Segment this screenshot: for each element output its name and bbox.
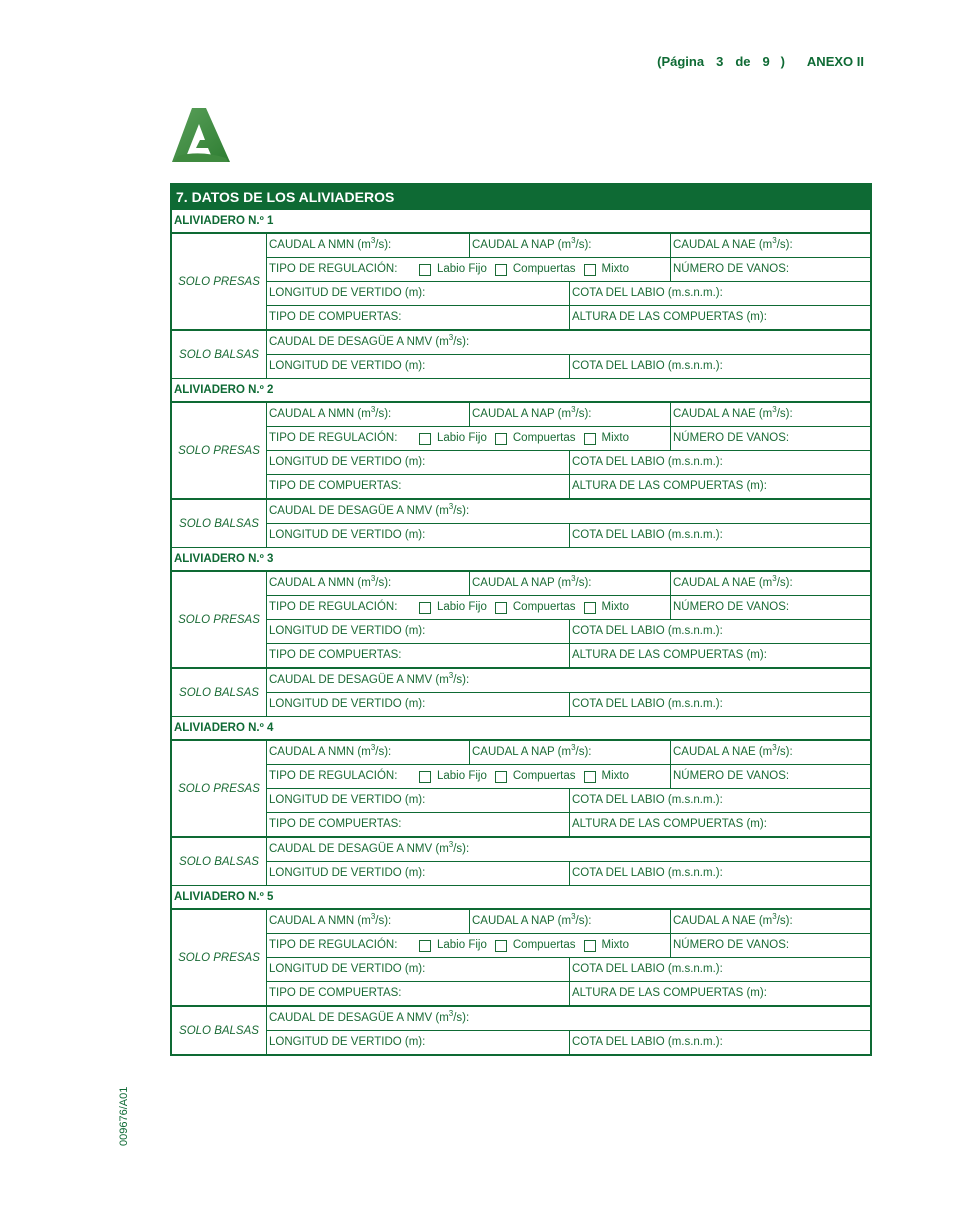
desague-row [267, 331, 870, 354]
solo-balsas-label: SOLO BALSAS [172, 669, 267, 716]
solo-balsas-rows [267, 500, 870, 547]
caudal-nap-field[interactable]: CAUDAL A NAP $(m^3/s)$: [469, 234, 670, 257]
longitud-vertido-field[interactable]: LONGITUD DE VERTIDO (m): [269, 287, 426, 299]
labio-fijo-checkbox[interactable]: Labio Fijo [419, 258, 487, 281]
caudales-row [267, 403, 870, 426]
document-code: 009676/A01 [118, 1086, 130, 1146]
aliviadero-block [172, 716, 870, 885]
compuertas-checkbox[interactable]: Compuertas [495, 934, 576, 957]
checkbox-square-icon[interactable] [584, 433, 596, 445]
annex-label: ANEXO II [806, 54, 864, 69]
pagina-label: (Página [657, 54, 705, 69]
labio-fijo-checkbox[interactable]: Labio Fijo [419, 427, 487, 450]
caudal-nae-field[interactable]: CAUDAL A NAE $(m^3/s)$: [670, 403, 870, 426]
longitud-row [267, 957, 870, 981]
numero-vanos-field[interactable]: NÚMERO DE VANOS: [670, 765, 870, 788]
cota-labio-field[interactable]: COTA DEL LABIO (m.s.n.m.): [569, 693, 870, 716]
section-title: 7. DATOS DE LOS ALIVIADEROS [172, 185, 870, 209]
desague-row [267, 500, 870, 523]
page-total: 9 [762, 54, 770, 69]
balsa-longitud-row [267, 354, 870, 378]
aliviaderos-form [170, 183, 872, 1056]
desague-row [267, 838, 870, 861]
longitud-vertido-field[interactable]: LONGITUD DE VERTIDO (m): [269, 794, 426, 806]
solo-presas-label: SOLO PRESAS [172, 234, 267, 329]
regulacion-row [267, 257, 870, 281]
longitud-row [267, 450, 870, 474]
solo-balsas-label: SOLO BALSAS [172, 500, 267, 547]
cota-labio-field[interactable]: COTA DEL LABIO (m.s.n.m.): [569, 862, 870, 885]
longitud-vertido-field[interactable]: LONGITUD DE VERTIDO (m): [269, 963, 426, 975]
altura-compuertas-field[interactable]: ALTURA DE LAS COMPUERTAS (m): [569, 475, 870, 498]
numero-vanos-field[interactable]: NÚMERO DE VANOS: [670, 427, 870, 450]
caudal-desague-field[interactable]: CAUDAL DE DESAGÜE A NMV $(m^3/s)$: [269, 333, 470, 348]
checkbox-square-icon[interactable] [584, 771, 596, 783]
compuertas-checkbox[interactable]: Compuertas [495, 596, 576, 619]
longitud-vertido-field[interactable]: LONGITUD DE VERTIDO (m): [269, 456, 426, 468]
solo-presas-group [172, 908, 870, 1005]
aliviadero-title: ALIVIADERO N.º 2 [172, 378, 870, 401]
numero-vanos-field[interactable]: NÚMERO DE VANOS: [670, 596, 870, 619]
longitud-vertido-field[interactable]: LONGITUD DE VERTIDO (m): [269, 867, 426, 879]
aliviadero-title: ALIVIADERO N.º 1 [172, 209, 870, 232]
caudales-row [267, 741, 870, 764]
regulacion-row [267, 933, 870, 957]
balsa-longitud-row [267, 523, 870, 547]
cota-labio-field[interactable]: COTA DEL LABIO (m.s.n.m.): [569, 789, 870, 812]
caudal-nmn-field[interactable]: CAUDAL A NMN $(m^3/s)$: [269, 912, 392, 927]
caudal-nap-field[interactable]: CAUDAL A NAP $(m^3/s)$: [469, 403, 670, 426]
caudal-nap-field[interactable]: CAUDAL A NAP $(m^3/s)$: [469, 572, 670, 595]
cota-labio-field[interactable]: COTA DEL LABIO (m.s.n.m.): [569, 524, 870, 547]
caudal-desague-field[interactable]: CAUDAL DE DESAGÜE A NMV $(m^3/s)$: [269, 1009, 470, 1024]
labio-fijo-checkbox[interactable]: Labio Fijo [419, 765, 487, 788]
cota-labio-field[interactable]: COTA DEL LABIO (m.s.n.m.): [569, 282, 870, 305]
longitud-row [267, 281, 870, 305]
solo-presas-label: SOLO PRESAS [172, 403, 267, 498]
caudal-nmn-field[interactable]: CAUDAL A NMN $(m^3/s)$: [269, 574, 392, 589]
compuertas-row [267, 981, 870, 1005]
caudales-row [267, 572, 870, 595]
caudal-nap-field[interactable]: CAUDAL A NAP $(m^3/s)$: [469, 741, 670, 764]
checkbox-square-icon[interactable] [419, 771, 431, 783]
aliviadero-block [172, 885, 870, 1054]
caudal-desague-field[interactable]: CAUDAL DE DESAGÜE A NMV $(m^3/s)$: [269, 671, 470, 686]
tipo-regulacion-field [267, 258, 670, 281]
balsa-longitud-row [267, 861, 870, 885]
solo-presas-rows [267, 741, 870, 836]
solo-presas-label: SOLO PRESAS [172, 910, 267, 1005]
tipo-compuertas-field[interactable]: TIPO DE COMPUERTAS: [269, 480, 402, 492]
solo-balsas-rows [267, 331, 870, 378]
tipo-compuertas-field[interactable]: TIPO DE COMPUERTAS: [269, 987, 402, 999]
cota-labio-field[interactable]: COTA DEL LABIO (m.s.n.m.): [569, 620, 870, 643]
longitud-vertido-field[interactable]: LONGITUD DE VERTIDO (m): [269, 625, 426, 637]
checkbox-square-icon[interactable] [419, 264, 431, 276]
checkbox-square-icon[interactable] [584, 264, 596, 276]
mixto-checkbox[interactable]: Mixto [584, 258, 629, 281]
cota-labio-field[interactable]: COTA DEL LABIO (m.s.n.m.): [569, 958, 870, 981]
mixto-checkbox[interactable]: Mixto [584, 427, 629, 450]
desague-row [267, 669, 870, 692]
junta-andalucia-logo-icon [170, 106, 230, 164]
tipo-regulacion-field [267, 427, 670, 450]
compuertas-checkbox[interactable]: Compuertas [495, 258, 576, 281]
numero-vanos-field[interactable]: NÚMERO DE VANOS: [670, 258, 870, 281]
solo-presas-group [172, 232, 870, 329]
longitud-vertido-field[interactable]: LONGITUD DE VERTIDO (m): [269, 698, 426, 710]
regulacion-row [267, 595, 870, 619]
checkbox-square-icon[interactable] [495, 433, 507, 445]
labio-fijo-checkbox[interactable]: Labio Fijo [419, 596, 487, 619]
checkbox-square-icon[interactable] [495, 264, 507, 276]
longitud-vertido-field[interactable]: LONGITUD DE VERTIDO (m): [269, 1036, 426, 1048]
balsa-longitud-row [267, 1030, 870, 1054]
tipo-compuertas-field[interactable]: TIPO DE COMPUERTAS: [269, 311, 402, 323]
balsa-longitud-row [267, 692, 870, 716]
solo-presas-label: SOLO PRESAS [172, 741, 267, 836]
tipo-regulacion-label: TIPO DE REGULACIÓN: [269, 770, 398, 782]
solo-presas-rows [267, 572, 870, 667]
cota-labio-field[interactable]: COTA DEL LABIO (m.s.n.m.): [569, 1031, 870, 1054]
caudal-nmn-field[interactable]: CAUDAL A NMN $(m^3/s)$: [269, 405, 392, 420]
caudal-nmn-field[interactable]: CAUDAL A NMN $(m^3/s)$: [269, 236, 392, 251]
compuertas-checkbox[interactable]: Compuertas [495, 427, 576, 450]
longitud-row [267, 619, 870, 643]
caudal-nap-field[interactable]: CAUDAL A NAP $(m^3/s)$: [469, 910, 670, 933]
regulacion-row [267, 764, 870, 788]
page-of-label: de [735, 54, 751, 69]
solo-balsas-group [172, 498, 870, 547]
solo-balsas-rows [267, 669, 870, 716]
tipo-compuertas-field[interactable]: TIPO DE COMPUERTAS: [269, 649, 402, 661]
solo-balsas-rows [267, 838, 870, 885]
altura-compuertas-field[interactable]: ALTURA DE LAS COMPUERTAS (m): [569, 813, 870, 836]
solo-presas-rows [267, 910, 870, 1005]
caudal-nae-field[interactable]: CAUDAL A NAE $(m^3/s)$: [670, 910, 870, 933]
solo-balsas-group [172, 329, 870, 378]
tipo-regulacion-label: TIPO DE REGULACIÓN: [269, 263, 398, 275]
tipo-regulacion-label: TIPO DE REGULACIÓN: [269, 939, 398, 951]
tipo-regulacion-field [267, 934, 670, 957]
altura-compuertas-field[interactable]: ALTURA DE LAS COMPUERTAS (m): [569, 644, 870, 667]
solo-balsas-group [172, 836, 870, 885]
tipo-compuertas-field[interactable]: TIPO DE COMPUERTAS: [269, 818, 402, 830]
mixto-checkbox[interactable]: Mixto [584, 765, 629, 788]
altura-compuertas-field[interactable]: ALTURA DE LAS COMPUERTAS (m): [569, 306, 870, 329]
checkbox-square-icon[interactable] [584, 940, 596, 952]
tipo-regulacion-field [267, 596, 670, 619]
checkbox-square-icon[interactable] [419, 940, 431, 952]
caudal-nmn-field[interactable]: CAUDAL A NMN $(m^3/s)$: [269, 743, 392, 758]
checkbox-square-icon[interactable] [419, 602, 431, 614]
compuertas-row [267, 474, 870, 498]
altura-compuertas-field[interactable]: ALTURA DE LAS COMPUERTAS (m): [569, 982, 870, 1005]
page-close-paren: ) [780, 54, 785, 69]
cota-labio-field[interactable]: COTA DEL LABIO (m.s.n.m.): [569, 451, 870, 474]
regulacion-row [267, 426, 870, 450]
tipo-regulacion-label: TIPO DE REGULACIÓN: [269, 601, 398, 613]
aliviadero-title: ALIVIADERO N.º 5 [172, 885, 870, 908]
desague-row [267, 1007, 870, 1030]
caudales-row [267, 234, 870, 257]
solo-balsas-label: SOLO BALSAS [172, 838, 267, 885]
caudal-nae-field[interactable]: CAUDAL A NAE $(m^3/s)$: [670, 572, 870, 595]
solo-presas-rows [267, 234, 870, 329]
solo-balsas-label: SOLO BALSAS [172, 1007, 267, 1054]
solo-balsas-group [172, 1005, 870, 1054]
mixto-checkbox[interactable]: Mixto [584, 596, 629, 619]
aliviadero-block [172, 209, 870, 378]
solo-presas-group [172, 401, 870, 498]
solo-balsas-rows [267, 1007, 870, 1054]
page-number: 3 [716, 54, 724, 69]
caudales-row [267, 910, 870, 933]
solo-balsas-group [172, 667, 870, 716]
aliviadero-block [172, 547, 870, 716]
cota-labio-field[interactable]: COTA DEL LABIO (m.s.n.m.): [569, 355, 870, 378]
aliviaderos-list [172, 209, 870, 1054]
checkbox-square-icon[interactable] [584, 602, 596, 614]
solo-balsas-label: SOLO BALSAS [172, 331, 267, 378]
longitud-vertido-field[interactable]: LONGITUD DE VERTIDO (m): [269, 360, 426, 372]
compuertas-row [267, 305, 870, 329]
caudal-nae-field[interactable]: CAUDAL A NAE $(m^3/s)$: [670, 234, 870, 257]
mixto-checkbox[interactable]: Mixto [584, 934, 629, 957]
longitud-row [267, 788, 870, 812]
tipo-regulacion-field [267, 765, 670, 788]
aliviadero-title: ALIVIADERO N.º 3 [172, 547, 870, 570]
labio-fijo-checkbox[interactable]: Labio Fijo [419, 934, 487, 957]
longitud-vertido-field[interactable]: LONGITUD DE VERTIDO (m): [269, 529, 426, 541]
checkbox-square-icon[interactable] [495, 602, 507, 614]
aliviadero-block [172, 378, 870, 547]
numero-vanos-field[interactable]: NÚMERO DE VANOS: [670, 934, 870, 957]
aliviadero-title: ALIVIADERO N.º 4 [172, 716, 870, 739]
compuertas-row [267, 812, 870, 836]
solo-presas-group [172, 570, 870, 667]
caudal-desague-field[interactable]: CAUDAL DE DESAGÜE A NMV $(m^3/s)$: [269, 840, 470, 855]
solo-presas-group [172, 739, 870, 836]
tipo-regulacion-label: TIPO DE REGULACIÓN: [269, 432, 398, 444]
solo-presas-rows [267, 403, 870, 498]
checkbox-square-icon[interactable] [419, 433, 431, 445]
checkbox-square-icon[interactable] [495, 940, 507, 952]
compuertas-checkbox[interactable]: Compuertas [495, 765, 576, 788]
compuertas-row [267, 643, 870, 667]
page-header [657, 54, 864, 69]
caudal-desague-field[interactable]: CAUDAL DE DESAGÜE A NMV $(m^3/s)$: [269, 502, 470, 517]
solo-presas-label: SOLO PRESAS [172, 572, 267, 667]
checkbox-square-icon[interactable] [495, 771, 507, 783]
caudal-nae-field[interactable]: CAUDAL A NAE $(m^3/s)$: [670, 741, 870, 764]
